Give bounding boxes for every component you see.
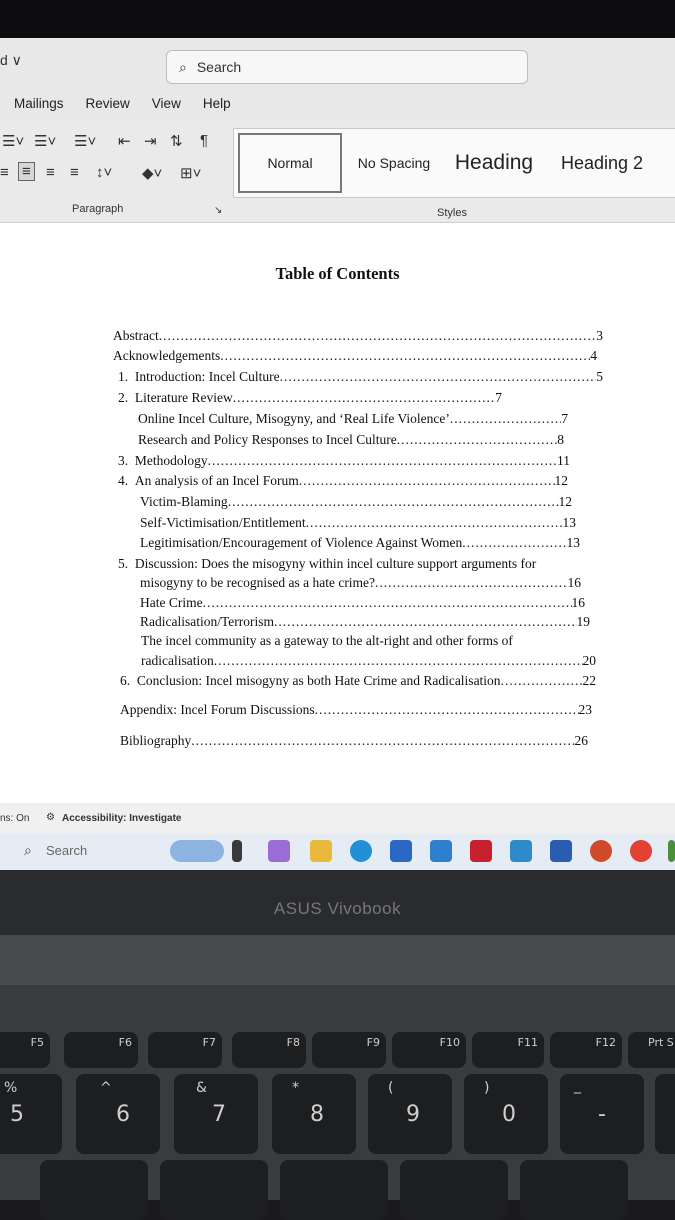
screen-bezel — [0, 0, 675, 38]
search-icon: ⌕ — [179, 58, 187, 75]
decrease-indent-icon[interactable]: ⇤ — [118, 133, 131, 150]
toc-entry[interactable]: misogyny to be recognised as a hate crime? ..... 16 — [140, 575, 581, 591]
laptop-brand: ASUS Vivobook — [273, 899, 402, 918]
key-plus-partial — [655, 1074, 675, 1154]
justify-icon[interactable]: ≡ — [70, 164, 79, 181]
status-bar — [0, 803, 675, 833]
mcafee-icon[interactable] — [470, 840, 492, 862]
key-f9: F9 — [312, 1032, 386, 1068]
key-5: % 5 — [0, 1074, 62, 1154]
copilot-icon[interactable] — [268, 840, 290, 862]
toc-title: Table of Contents — [275, 264, 400, 283]
key-row-partial — [40, 1160, 148, 1220]
app-icon[interactable] — [430, 840, 452, 862]
tab-view[interactable]: View — [151, 95, 181, 111]
edge-icon[interactable] — [350, 840, 372, 862]
key-minus: _ - — [560, 1074, 644, 1154]
styles-group-label: Styles — [437, 207, 467, 219]
accessibility-status[interactable]: Accessibility: Investigate — [62, 813, 182, 824]
accessibility-icon[interactable]: ⚙ — [46, 812, 55, 823]
tab-mailings[interactable]: Mailings — [14, 95, 64, 111]
align-left-icon[interactable]: ≡ — [0, 164, 9, 181]
increase-indent-icon[interactable]: ⇥ — [144, 133, 157, 150]
key-f7: F7 — [148, 1032, 222, 1068]
key-f8: F8 — [232, 1032, 306, 1068]
key-7: & 7 — [174, 1074, 258, 1154]
search-placeholder: Search — [196, 59, 242, 75]
toc-entry[interactable]: Legitimisation/Encouragement of Violence Against Women ..... 13 — [140, 535, 580, 551]
key-8: * 8 — [272, 1074, 356, 1154]
word-icon[interactable] — [550, 840, 572, 862]
align-right-icon[interactable]: ≡ — [46, 164, 55, 181]
key-f10: F10 — [392, 1032, 466, 1068]
align-center-icon[interactable]: ≡ — [18, 162, 35, 181]
tab-help[interactable]: Help — [202, 95, 231, 111]
key-6: ^ 6 — [76, 1074, 160, 1154]
toc-entry[interactable]: 2. Literature Review ..... 7 — [118, 390, 502, 406]
chrome-icon[interactable] — [630, 840, 652, 862]
toc-entry[interactable]: Appendix: Incel Forum Discussions ..... 23 — [120, 702, 592, 718]
toc-entry[interactable]: Hate Crime ..... 16 — [140, 595, 585, 611]
sort-icon[interactable]: ⇅ — [170, 133, 183, 150]
styles-gallery — [233, 128, 675, 198]
toc-entry[interactable]: Radicalisation/Terrorism ..... 19 — [140, 614, 590, 630]
ribbon-tabs — [0, 86, 675, 120]
style-normal[interactable]: Normal — [238, 133, 342, 193]
key-9: ( 9 — [368, 1074, 452, 1154]
toc-entry[interactable]: radicalisation ..... 20 — [141, 653, 596, 669]
style-heading[interactable]: Heading — [454, 151, 534, 174]
toc-entry[interactable]: 3. Methodology ..... 11 — [118, 453, 570, 469]
multilevel-list-icon[interactable]: ☰˅ — [74, 133, 97, 150]
toc-entry[interactable]: 5. Discussion: Does the misogyny within incel culture support arguments for — [118, 556, 537, 571]
numbering-icon[interactable]: ☰˅ — [34, 133, 57, 150]
line-spacing-icon[interactable]: ↕˅ — [96, 164, 113, 181]
toc-entry[interactable]: Online Incel Culture, Misogyny, and ‘Real Life Violence’ ..... 7 — [138, 411, 568, 427]
paragraph-launcher-icon[interactable]: ↘ — [214, 205, 223, 216]
key-row-partial — [400, 1160, 508, 1220]
taskbar-search-label[interactable]: Search — [46, 843, 88, 858]
toc-entry[interactable]: Bibliography ..... 26 — [120, 733, 588, 749]
task-view-icon[interactable] — [232, 840, 242, 862]
key-prtsc: Prt S — [628, 1032, 675, 1068]
outlook-icon[interactable] — [510, 840, 532, 862]
key-f12: F12 — [550, 1032, 622, 1068]
store-icon[interactable] — [390, 840, 412, 862]
style-heading-2[interactable]: Heading 2 — [560, 152, 644, 173]
key-f11: F11 — [472, 1032, 544, 1068]
toc-entry[interactable]: Self-Victimisation/Entitlement ..... 13 — [140, 515, 576, 531]
toc-entry[interactable]: Victim-Blaming ..... 12 — [140, 494, 572, 510]
powerpoint-icon[interactable] — [590, 840, 612, 862]
search-box[interactable] — [166, 50, 528, 84]
extra-app-icon[interactable] — [668, 840, 675, 862]
key-f6: F6 — [64, 1032, 138, 1068]
style-no-spacing[interactable]: No Spacing — [357, 155, 431, 171]
paragraph-group-label: Paragraph — [72, 203, 124, 215]
key-row-partial — [280, 1160, 388, 1220]
bullets-icon[interactable]: ☰˅ — [2, 133, 25, 150]
key-row-partial — [160, 1160, 268, 1220]
borders-icon[interactable]: ⊞˅ — [180, 165, 202, 182]
toc-entry[interactable]: Acknowledgements ..... 4 — [113, 348, 597, 364]
laptop-hinge — [0, 935, 675, 985]
key-row-partial — [520, 1160, 628, 1220]
file-explorer-icon[interactable] — [310, 840, 332, 862]
key-0: ) 0 — [464, 1074, 548, 1154]
taskbar-search-icon[interactable]: ⌕ — [24, 842, 32, 858]
toc-entry[interactable]: Abstract ..... 3 — [113, 328, 603, 344]
status-fragment: ns: On — [0, 813, 30, 824]
key-f5: F5 — [0, 1032, 50, 1068]
toc-entry[interactable]: 1. Introduction: Incel Culture ..... 5 — [118, 369, 603, 385]
toc-entry[interactable]: 6. Conclusion: Incel misogyny as both Hate Crime and Radicalisation ..... 22 — [120, 673, 596, 689]
shading-icon[interactable]: ◆˅ — [142, 165, 163, 182]
weather-widget-icon[interactable] — [170, 840, 224, 862]
pilcrow-icon[interactable]: ¶ — [200, 132, 209, 149]
toc-entry[interactable]: Research and Policy Responses to Incel Culture ..... 8 — [138, 432, 564, 448]
tab-review[interactable]: Review — [85, 95, 130, 111]
taskbar — [0, 833, 675, 870]
app-menu-fragment[interactable]: d ∨ — [0, 52, 22, 68]
toc-entry[interactable]: 4. An analysis of an Incel Forum ..... 12 — [118, 473, 568, 489]
toc-entry[interactable]: The incel community as a gateway to the alt-right and other forms of — [141, 633, 513, 648]
